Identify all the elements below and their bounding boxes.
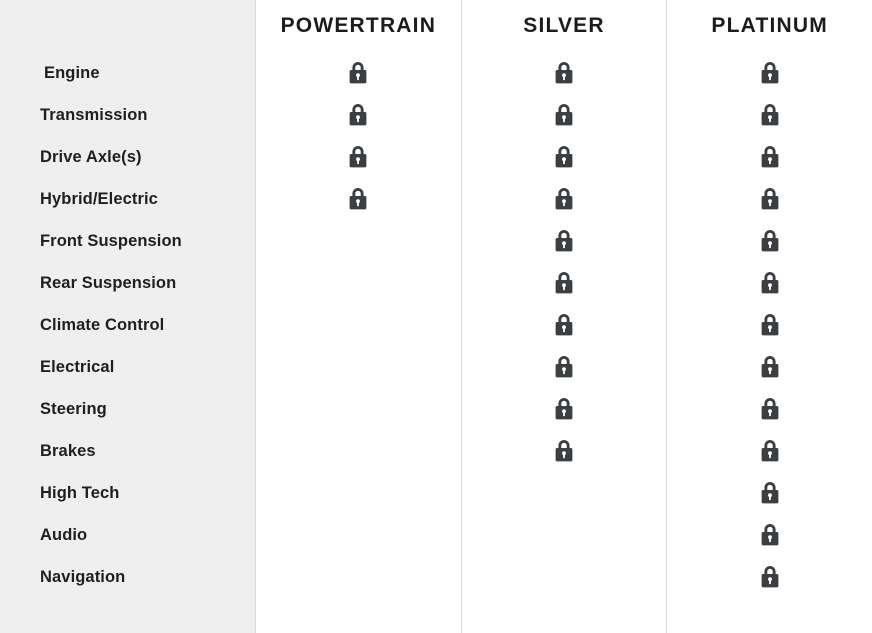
coverage-cell-empty	[256, 514, 461, 556]
coverage-cell-empty	[256, 346, 461, 388]
lock-icon	[759, 397, 781, 421]
coverage-placeholder	[553, 565, 575, 589]
plan-column-platinum	[666, 0, 872, 633]
coverage-cell-empty	[256, 220, 461, 262]
lock-icon	[759, 313, 781, 337]
coverage-cell-covered	[462, 94, 667, 136]
coverage-cell-covered	[462, 136, 667, 178]
coverage-placeholder	[347, 355, 369, 379]
lock-icon	[553, 187, 575, 211]
coverage-cell-covered	[667, 220, 872, 262]
plan-header-powertrain: POWERTRAIN	[280, 14, 437, 37]
lock-icon	[553, 313, 575, 337]
coverage-cell-covered	[256, 136, 461, 178]
coverage-cell-covered	[667, 430, 872, 472]
coverage-placeholder	[347, 313, 369, 337]
coverage-placeholder	[347, 397, 369, 421]
lock-icon	[347, 61, 369, 85]
coverage-cell-covered	[667, 136, 872, 178]
lock-icon	[759, 145, 781, 169]
lock-icon	[759, 271, 781, 295]
feature-column	[0, 0, 255, 633]
lock-icon	[759, 523, 781, 547]
feature-row: Audio	[40, 525, 88, 544]
lock-icon	[553, 355, 575, 379]
feature-row: Brakes	[40, 441, 96, 460]
lock-icon	[347, 145, 369, 169]
feature-row: Engine	[44, 63, 100, 82]
coverage-cell-covered	[667, 94, 872, 136]
feature-row: Rear Suspension	[40, 273, 177, 292]
coverage-placeholder	[347, 229, 369, 253]
coverage-placeholder	[553, 481, 575, 505]
coverage-placeholder	[347, 481, 369, 505]
lock-icon	[553, 439, 575, 463]
plan-header-silver: SILVER	[523, 14, 605, 37]
coverage-cell-covered	[667, 178, 872, 220]
lock-icon	[759, 187, 781, 211]
coverage-placeholder	[553, 523, 575, 547]
coverage-cell-covered	[667, 346, 872, 388]
coverage-cell-covered	[667, 52, 872, 94]
lock-icon	[759, 229, 781, 253]
lock-icon	[553, 271, 575, 295]
plan-cells-platinum	[667, 52, 872, 598]
coverage-cell-covered	[462, 388, 667, 430]
coverage-placeholder	[347, 439, 369, 463]
coverage-cell-covered	[667, 388, 872, 430]
plan-header-platinum: PLATINUM	[711, 14, 828, 37]
coverage-cell-covered	[667, 472, 872, 514]
lock-icon	[759, 61, 781, 85]
coverage-cell-covered	[462, 346, 667, 388]
feature-row: Drive Axle(s)	[40, 147, 142, 166]
coverage-cell-empty	[256, 262, 461, 304]
lock-icon	[347, 103, 369, 127]
coverage-cell-empty	[462, 472, 667, 514]
coverage-cell-covered	[462, 262, 667, 304]
lock-icon	[759, 103, 781, 127]
lock-icon	[759, 565, 781, 589]
feature-list	[0, 52, 255, 598]
lock-icon	[553, 229, 575, 253]
plan-column-powertrain	[255, 0, 461, 633]
plan-column-silver	[461, 0, 667, 633]
lock-icon	[553, 397, 575, 421]
feature-column-header	[0, 0, 255, 52]
coverage-cell-covered	[462, 220, 667, 262]
lock-icon	[553, 145, 575, 169]
lock-icon	[553, 103, 575, 127]
coverage-cell-covered	[462, 430, 667, 472]
coverage-cell-empty	[256, 388, 461, 430]
plan-cells-silver	[462, 52, 667, 598]
coverage-cell-empty	[256, 472, 461, 514]
lock-icon	[553, 61, 575, 85]
coverage-placeholder	[347, 523, 369, 547]
coverage-cell-covered	[256, 178, 461, 220]
feature-row: Climate Control	[40, 315, 165, 334]
coverage-placeholder	[347, 565, 369, 589]
coverage-cell-covered	[667, 304, 872, 346]
lock-icon	[759, 355, 781, 379]
coverage-cell-covered	[462, 52, 667, 94]
lock-icon	[759, 481, 781, 505]
coverage-cell-empty	[462, 556, 667, 598]
coverage-cell-empty	[256, 556, 461, 598]
lock-icon	[759, 439, 781, 463]
coverage-cell-covered	[462, 304, 667, 346]
coverage-cell-covered	[667, 556, 872, 598]
feature-row: Hybrid/Electric	[40, 189, 158, 208]
lock-icon	[347, 187, 369, 211]
coverage-cell-covered	[667, 514, 872, 556]
feature-row: High Tech	[40, 483, 120, 502]
coverage-cell-covered	[256, 94, 461, 136]
feature-row: Navigation	[40, 567, 126, 586]
coverage-cell-covered	[667, 262, 872, 304]
coverage-cell-covered	[462, 178, 667, 220]
coverage-cell-covered	[256, 52, 461, 94]
coverage-cell-empty	[256, 304, 461, 346]
feature-row: Electrical	[40, 357, 115, 376]
plan-cells-powertrain	[256, 52, 461, 598]
coverage-cell-empty	[462, 514, 667, 556]
feature-row: Front Suspension	[40, 231, 182, 250]
coverage-placeholder	[347, 271, 369, 295]
feature-row: Transmission	[40, 105, 148, 124]
feature-row: Steering	[40, 399, 107, 418]
coverage-cell-empty	[256, 430, 461, 472]
